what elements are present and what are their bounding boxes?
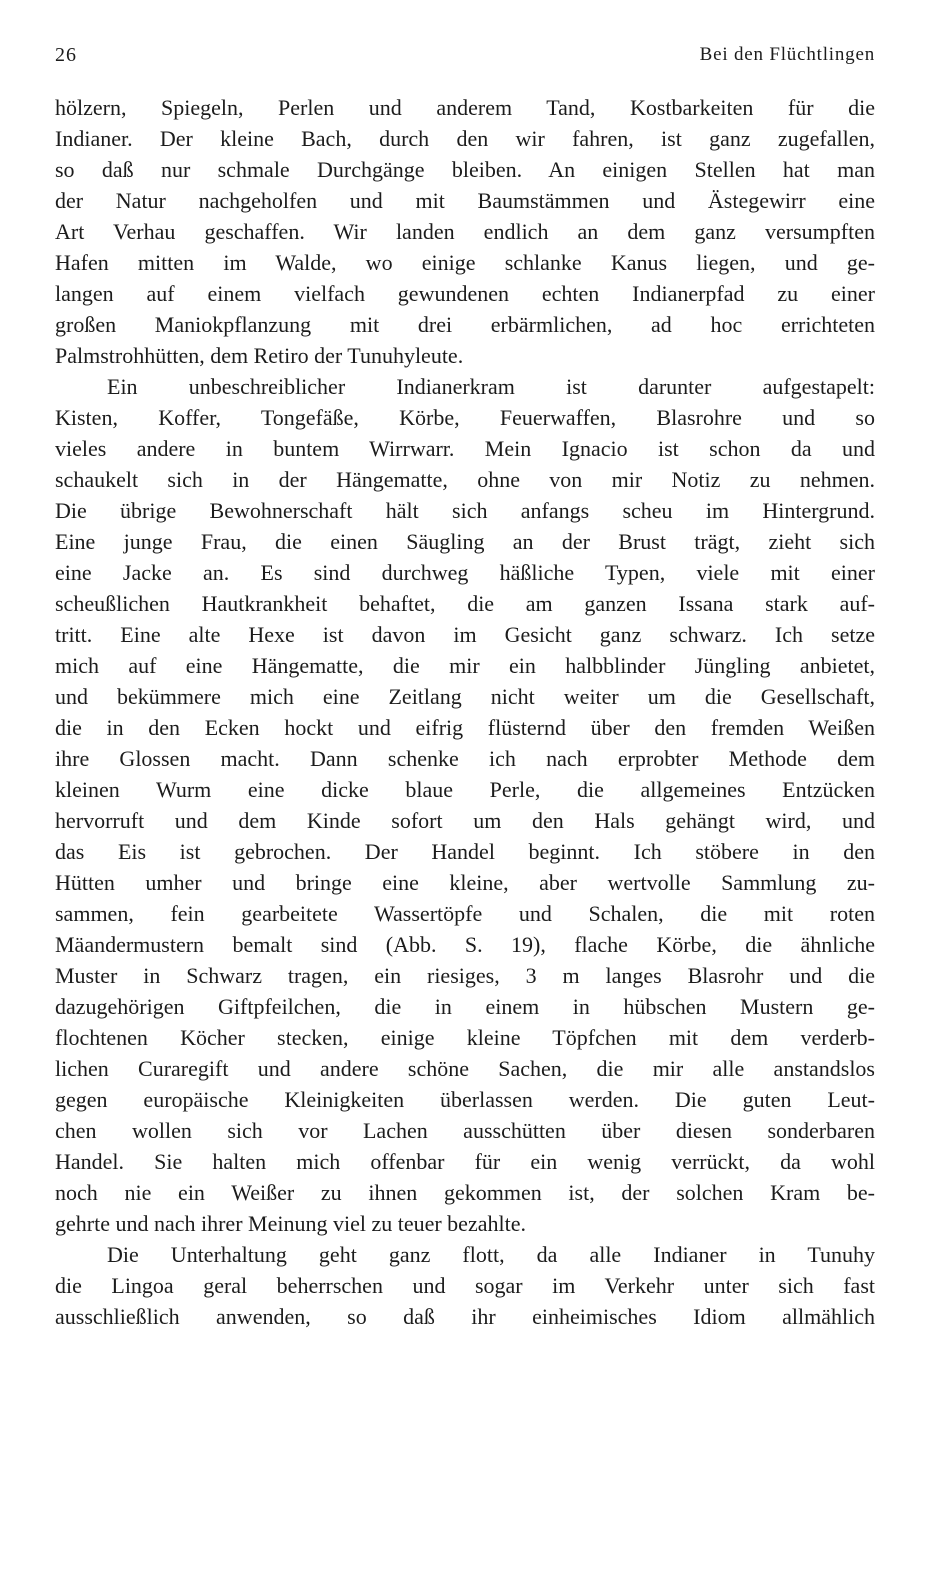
text-line: Hütten umher und bringe eine kleine, aber wertvolle Sammlung zu- <box>55 870 875 895</box>
text-line: vieles andere in buntem Wirrwarr. Mein Ignacio ist schon da und <box>55 436 875 461</box>
paragraph <box>55 1239 875 1332</box>
text-line: chen wollen sich vor Lachen ausschütten über diesen sonderbaren <box>55 1118 875 1143</box>
text-line: Mäandermustern bemalt sind (Abb. S. 19), flache Körbe, die ähnliche <box>55 932 875 957</box>
text-line: Die Unterhaltung geht ganz flott, da alle Indianer in Tunuhy <box>107 1242 875 1267</box>
text-line: tritt. Eine alte Hexe ist davon im Gesicht ganz schwarz. Ich setze <box>55 622 875 647</box>
text-line: Hafen mitten im Walde, wo einige schlanke Kanus liegen, und ge- <box>55 250 875 275</box>
text-line: die Lingoa geral beherrschen und sogar im Verkehr unter sich fast <box>55 1273 875 1298</box>
text-line: die in den Ecken hockt und eifrig flüsternd über den fremden Weißen <box>55 715 875 740</box>
text-line: lichen Curaregift und andere schöne Sachen, die mir alle anstandslos <box>55 1056 875 1081</box>
text-line: so daß nur schmale Durchgänge bleiben. An einigen Stellen hat man <box>55 157 875 182</box>
text-line: schaukelt sich in der Hängematte, ohne von mir Notiz zu nehmen. <box>55 467 875 492</box>
text-line: Ein unbeschreiblicher Indianerkram ist darunter aufgestapelt: <box>107 374 875 399</box>
text-line: kleinen Wurm eine dicke blaue Perle, die allgemeines Entzücken <box>55 777 875 802</box>
body-text <box>55 92 875 1332</box>
text-line: Handel. Sie halten mich offenbar für ein wenig verrückt, da wohl <box>55 1149 875 1174</box>
text-line: gegen europäische Kleinigkeiten überlassen werden. Die guten Leut- <box>55 1087 875 1112</box>
text-line: Indianer. Der kleine Bach, durch den wir fahren, ist ganz zugefallen, <box>55 126 875 151</box>
text-line: Muster in Schwarz tragen, ein riesiges, 3 m langes Blasrohr und die <box>55 963 875 988</box>
paragraph <box>55 371 875 1239</box>
running-head <box>55 44 875 70</box>
text-line: ausschließlich anwenden, so daß ihr einheimisches Idiom allmählich <box>55 1304 875 1329</box>
text-line: Art Verhau geschaffen. Wir landen endlich an dem ganz versumpften <box>55 219 875 244</box>
running-title: Bei den Flüchtlingen <box>699 44 875 65</box>
text-line: Palmstrohhütten, dem Retiro der Tunuhyleute. <box>55 343 464 368</box>
text-line: gehrte und nach ihrer Meinung viel zu teuer bezahlte. <box>55 1211 526 1236</box>
text-line: hervorruft und dem Kinde sofort um den Hals gehängt wird, und <box>55 808 875 833</box>
text-line: Kisten, Koffer, Tongefäße, Körbe, Feuerwaffen, Blasrohre und so <box>55 405 875 430</box>
text-line: und bekümmere mich eine Zeitlang nicht weiter um die Gesellschaft, <box>55 684 875 709</box>
text-line: Die übrige Bewohnerschaft hält sich anfangs scheu im Hintergrund. <box>55 498 875 523</box>
text-line: das Eis ist gebrochen. Der Handel beginnt. Ich stöbere in den <box>55 839 875 864</box>
text-line: dazugehörigen Giftpfeilchen, die in einem in hübschen Mustern ge- <box>55 994 875 1019</box>
text-line: sammen, fein gearbeitete Wassertöpfe und Schalen, die mit roten <box>55 901 875 926</box>
page-number: 26 <box>55 44 77 66</box>
text-line: ihre Glossen macht. Dann schenke ich nach erprobter Methode dem <box>55 746 875 771</box>
text-line: langen auf einem vielfach gewundenen echten Indianerpfad zu einer <box>55 281 875 306</box>
text-line: scheußlichen Hautkrankheit behaftet, die am ganzen Issana stark auf- <box>55 591 875 616</box>
text-line: flochtenen Köcher stecken, einige kleine Töpfchen mit dem verderb- <box>55 1025 875 1050</box>
text-line: großen Maniokpflanzung mit drei erbärmlichen, ad hoc errichteten <box>55 312 875 337</box>
text-line: mich auf eine Hängematte, die mir ein halbblinder Jüngling anbietet, <box>55 653 875 678</box>
text-line: noch nie ein Weißer zu ihnen gekommen ist, der solchen Kram be- <box>55 1180 875 1205</box>
text-line: hölzern, Spiegeln, Perlen und anderem Tand, Kostbarkeiten für die <box>55 95 875 120</box>
text-line: Eine junge Frau, die einen Säugling an der Brust trägt, zieht sich <box>55 529 875 554</box>
text-line: der Natur nachgeholfen und mit Baumstämmen und Ästegewirr eine <box>55 188 875 213</box>
paragraph <box>55 92 875 371</box>
text-line: eine Jacke an. Es sind durchweg häßliche Typen, viele mit einer <box>55 560 875 585</box>
